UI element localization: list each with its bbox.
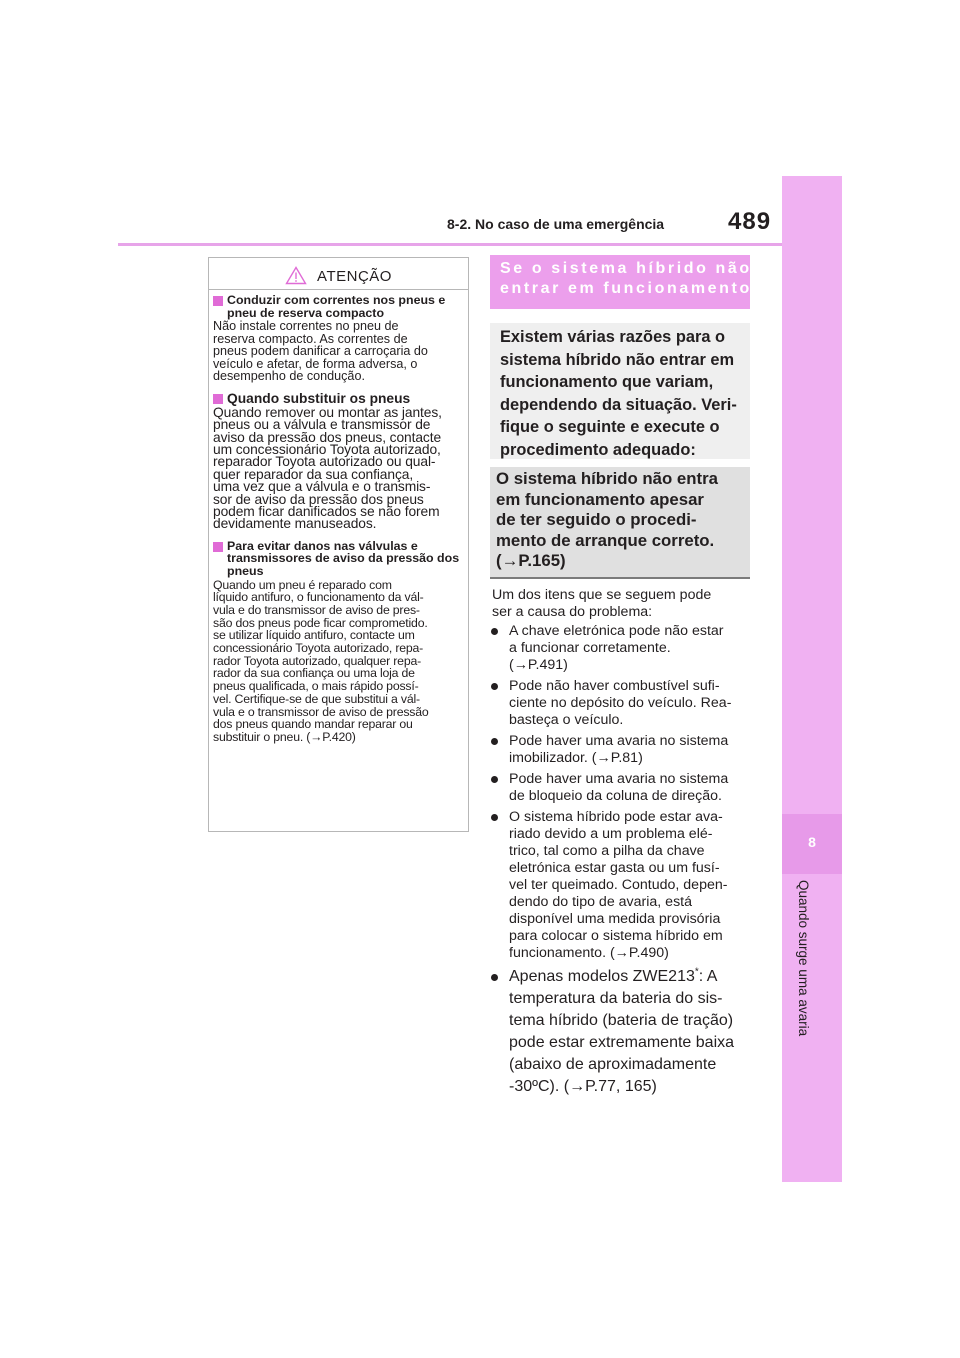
section-title: 8-2. No caso de uma emergência (447, 216, 665, 232)
warning-heading: Quando substituir os pneus (213, 392, 463, 406)
bullet-dot-icon (491, 683, 498, 690)
square-bullet-icon (213, 296, 223, 306)
warning-title (209, 266, 468, 285)
banner-line: entrar em funcionamento (500, 280, 752, 297)
square-bullet-icon (213, 542, 223, 552)
causes-intro: Um dos itens que se seguem pode ser a causa do problema: (492, 587, 712, 620)
intro-text: Existem várias razões para o sistema híbrido não entrar em funcionamento que variam, dependendo da situação. Veri- fique o seguinte e execute o procedimento adequado: (500, 328, 737, 459)
bullet-dot-icon (491, 738, 498, 745)
warning-body: Quando um pneu é reparado com líquido antifuro, o funcionamento da vál- vula e do transmissor de aviso de pres- são dos pneus pode ficar comprometido. se utilizar líquido antifuro, contacte um concessionário Toyota autorizado, repa- rador Toyota autorizado, qualquer repa- rador da sua confiança ou uma loja de pneus qualificada, o mais rápido possí- vel. Certifique-se de que substitui a vál- vula e o transmissor de aviso de pressão dos pneus quando mandar reparar ou substituir o pneu. (→P.420) (213, 577, 429, 744)
warning-section (213, 294, 463, 383)
warning-body: Quando remover ou montar as jantes, pneus ou a válvula e transmissor de aviso da pressão dos pneus, contacte um concessionário Toyota autorizado, reparador Toyota autorizado ou qual- quer reparador da sua confiança, uma vez que a válvula e o transmis- sor de aviso da pressão dos pneus podem ficar danificados se não forem devidamente manuseados. (213, 404, 442, 532)
intro-box (490, 323, 750, 459)
square-bullet-icon (213, 394, 223, 404)
list-item: Apenas modelos ZWE213*: A temperatura da bateria do sis- tema híbrido (bateria de tração) pode estar extremamente baixa (abaixo de aproximadamente -30ºC). (→P.77, 165) (491, 966, 753, 1098)
warning-triangle-icon (285, 266, 307, 285)
list-item-first-line: Apenas modelos ZWE213*: A (509, 966, 718, 985)
list-item: Pode haver uma avaria no sistema de bloqueio da coluna de direção. (491, 771, 753, 805)
condition-box (490, 467, 750, 579)
header-divider (118, 243, 782, 246)
bullet-dot-icon (491, 628, 498, 635)
bullet-dot-icon (491, 776, 498, 783)
warning-box (208, 257, 469, 832)
chapter-number: 8 (808, 834, 816, 850)
warning-heading: Conduzir com correntes nos pneus e pneu de reserva compacto (213, 294, 463, 319)
list-item: Pode haver uma avaria no sistema imobilizador. (→P.81) (491, 733, 753, 767)
warning-heading: Para evitar danos nas válvulas e transmissores de aviso da pressão dos pneus (213, 540, 463, 578)
causes-list (491, 623, 753, 1102)
chapter-title: Quando surge uma avaria (796, 880, 811, 1037)
bullet-dot-icon (491, 974, 498, 981)
warning-section (213, 540, 463, 744)
warning-content (213, 294, 463, 753)
bullet-dot-icon (491, 814, 498, 821)
banner-line: Se o sistema híbrido não (500, 260, 752, 277)
page-number: 489 (728, 208, 772, 235)
list-item: A chave eletrónica pode não estar a funcionar corretamente. (→P.491) (491, 623, 753, 674)
warning-title-text: ATENÇÃO (317, 268, 392, 285)
list-item: Pode não haver combustível sufi- ciente no depósito do veículo. Rea- basteça o veículo. (491, 678, 753, 729)
footnote-mark: * (694, 966, 699, 978)
list-item: O sistema híbrido pode estar ava- riado devido a um problema elé- trico, tal como a pilha da chave eletrónica estar gasta ou um fusí- vel ter queimado. Contudo, depen- dendo do tipo de avaria, está disponível uma medida provisória para colocar o sistema híbrido em funcionamento. (→P.490) (491, 809, 753, 962)
warning-divider (209, 289, 468, 290)
condition-text: O sistema híbrido não entra em funcionamento apesar de ter seguido o procedi- mento de arranque correto. (→P.165) (496, 469, 718, 570)
topic-banner (490, 255, 750, 309)
warning-body: Não instale correntes no pneu de reserva compacto. As correntes de pneus podem danificar a carroçaria do veículo e afetar, de forma adversa, o desempenho de condução. (213, 319, 428, 384)
warning-section (213, 392, 463, 531)
